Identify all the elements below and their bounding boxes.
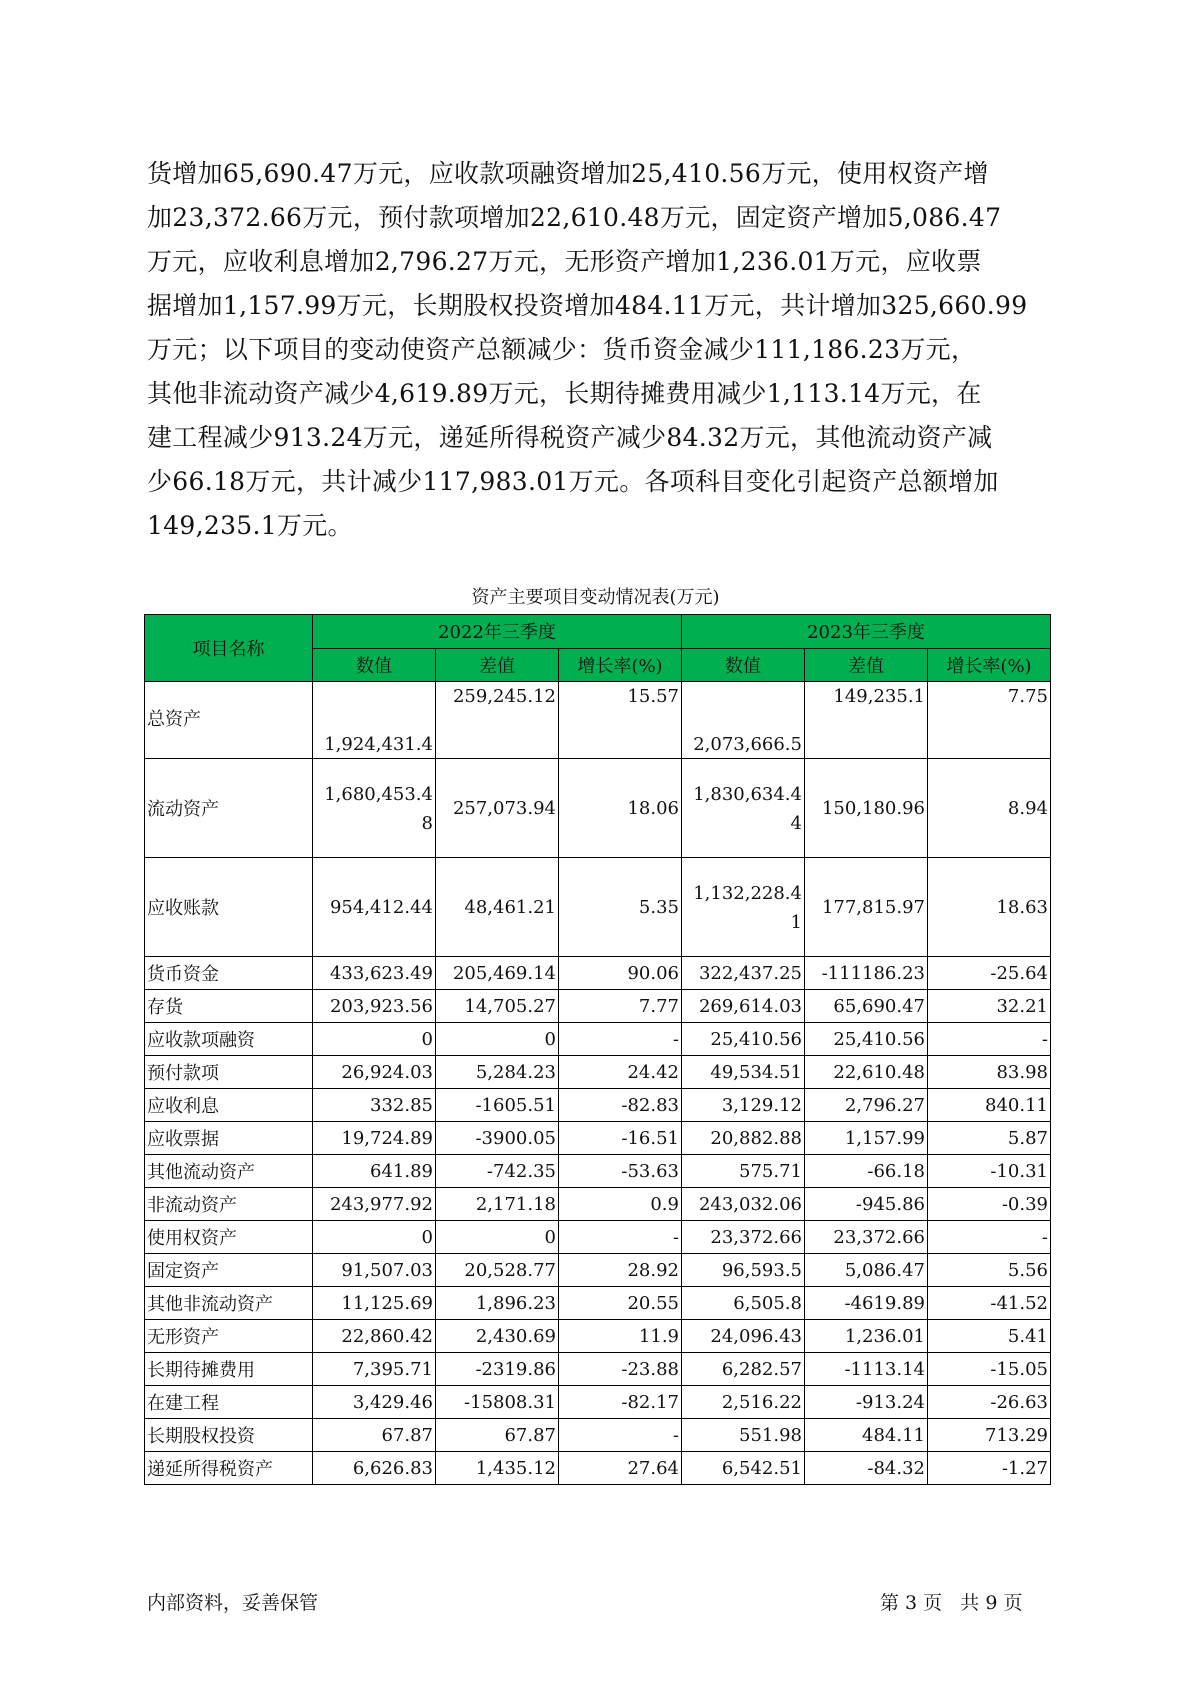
cell-rate-2023: -0.39: [928, 1188, 1051, 1221]
cell-rate-2022: 18.06: [559, 759, 682, 858]
cell-value-2023: 243,032.06: [682, 1188, 805, 1221]
row-name: 使用权资产: [145, 1221, 313, 1254]
cell-rate-2023: 18.63: [928, 858, 1051, 957]
cell-rate-2022: 27.64: [559, 1452, 682, 1485]
cell-rate-2022: 11.9: [559, 1320, 682, 1353]
table-row: [145, 957, 1051, 990]
cell-diff-2022: 1,435.12: [436, 1452, 559, 1485]
row-name: 应收款项融资: [145, 1023, 313, 1056]
table-row: [145, 1188, 1051, 1221]
diff-header: 差值: [805, 648, 928, 682]
row-name: 其他非流动资产: [145, 1287, 313, 1320]
cell-diff-2022: -2319.86: [436, 1353, 559, 1386]
paragraph-line: 货增加65,690.47万元，应收款项融资增加25,410.56万元，使用权资产增: [147, 159, 989, 188]
cell-rate-2023: 83.98: [928, 1056, 1051, 1089]
row-name: 应收票据: [145, 1122, 313, 1155]
table-row: [145, 1254, 1051, 1287]
cell-value-2023: 6,282.57: [682, 1353, 805, 1386]
cell-diff-2022: 0: [436, 1221, 559, 1254]
row-name: 固定资产: [145, 1254, 313, 1287]
paragraph-line: 加23,372.66万元，预付款项增加22,610.48万元，固定资产增加5,086.47: [147, 203, 1002, 232]
table-row: [145, 1056, 1051, 1089]
cell-rate-2023: 713.29: [928, 1419, 1051, 1452]
cell-rate-2023: 5.56: [928, 1254, 1051, 1287]
cell-diff-2023: 150,180.96: [805, 759, 928, 858]
table-row: [145, 1122, 1051, 1155]
paragraph-line: 万元，应收利息增加2,796.27万元，无形资产增加1,236.01万元，应收票: [147, 247, 982, 276]
cell-rate-2022: 24.42: [559, 1056, 682, 1089]
table-row: [145, 1221, 1051, 1254]
cell-diff-2023: 484.11: [805, 1419, 928, 1452]
cell-value-2022: 243,977.92: [313, 1188, 436, 1221]
cell-diff-2022: 259,245.12: [436, 682, 559, 759]
cell-rate-2022: -82.17: [559, 1386, 682, 1419]
cell-value-2022: 3,429.46: [313, 1386, 436, 1419]
cell-diff-2023: -4619.89: [805, 1287, 928, 1320]
row-name: 存货: [145, 990, 313, 1023]
cell-rate-2023: 5.87: [928, 1122, 1051, 1155]
row-name: 应收利息: [145, 1089, 313, 1122]
cell-rate-2022: -16.51: [559, 1122, 682, 1155]
cell-value-2023: 20,882.88: [682, 1122, 805, 1155]
table-row: [145, 759, 1051, 858]
cell-rate-2022: -23.88: [559, 1353, 682, 1386]
cell-value-2022: 19,724.89: [313, 1122, 436, 1155]
paragraph-line: 建工程减少913.24万元，递延所得税资产减少84.32万元，其他流动资产减: [147, 423, 993, 452]
cell-rate-2022: 5.35: [559, 858, 682, 957]
cell-diff-2022: 1,896.23: [436, 1287, 559, 1320]
cell-diff-2023: -66.18: [805, 1155, 928, 1188]
cell-rate-2022: -: [559, 1023, 682, 1056]
row-name: 预付款项: [145, 1056, 313, 1089]
value-header: 数值: [682, 648, 805, 682]
table-row: [145, 990, 1051, 1023]
body-paragraph: [147, 152, 1052, 548]
row-name: 递延所得税资产: [145, 1452, 313, 1485]
cell-diff-2023: -111186.23: [805, 957, 928, 990]
cell-value-2023: 1,830,634.44: [682, 759, 805, 858]
cell-value-2023: 96,593.5: [682, 1254, 805, 1287]
cell-diff-2023: 25,410.56: [805, 1023, 928, 1056]
cell-diff-2023: 2,796.27: [805, 1089, 928, 1122]
cell-value-2022: 7,395.71: [313, 1353, 436, 1386]
cell-diff-2023: 23,372.66: [805, 1221, 928, 1254]
cell-diff-2023: 22,610.48: [805, 1056, 928, 1089]
cell-value-2023: 322,437.25: [682, 957, 805, 990]
table-row: [145, 1089, 1051, 1122]
cell-rate-2023: 5.41: [928, 1320, 1051, 1353]
rate-header: 增长率(%): [559, 648, 682, 682]
cell-rate-2023: -: [928, 1221, 1051, 1254]
table-row: [145, 1353, 1051, 1386]
paragraph-line: 其他非流动资产减少4,619.89万元，长期待摊费用减少1,113.14万元，在: [147, 379, 982, 408]
cell-rate-2022: -82.83: [559, 1089, 682, 1122]
paragraph-line: 据增加1,157.99万元，长期股权投资增加484.11万元，共计增加325,660.99: [147, 291, 1028, 320]
item-name-header: 项目名称: [145, 615, 313, 682]
cell-value-2023: 2,073,666.5: [682, 682, 805, 759]
cell-value-2023: 23,372.66: [682, 1221, 805, 1254]
total-pages-label: 共 9 页: [960, 1592, 1023, 1614]
value-header: 数值: [313, 648, 436, 682]
cell-diff-2023: 65,690.47: [805, 990, 928, 1023]
cell-value-2022: 1,680,453.48: [313, 759, 436, 858]
cell-diff-2022: 48,461.21: [436, 858, 559, 957]
cell-value-2023: 6,505.8: [682, 1287, 805, 1320]
cell-diff-2023: 177,815.97: [805, 858, 928, 957]
row-name: 无形资产: [145, 1320, 313, 1353]
row-name: 流动资产: [145, 759, 313, 858]
cell-value-2023: 2,516.22: [682, 1386, 805, 1419]
cell-diff-2023: -913.24: [805, 1386, 928, 1419]
cell-diff-2023: 1,236.01: [805, 1320, 928, 1353]
table-row: [145, 1452, 1051, 1485]
row-name: 长期待摊费用: [145, 1353, 313, 1386]
cell-value-2022: 433,623.49: [313, 957, 436, 990]
cell-rate-2022: 20.55: [559, 1287, 682, 1320]
diff-header: 差值: [436, 648, 559, 682]
table-row: [145, 682, 1051, 759]
cell-value-2022: 67.87: [313, 1419, 436, 1452]
cell-value-2023: 6,542.51: [682, 1452, 805, 1485]
cell-diff-2022: 5,284.23: [436, 1056, 559, 1089]
period-2023-header: 2023年三季度: [682, 615, 1051, 649]
cell-diff-2022: -742.35: [436, 1155, 559, 1188]
footer-confidential-note: 内部资料，妥善保管: [147, 1592, 319, 1614]
cell-value-2022: 954,412.44: [313, 858, 436, 957]
footer-page-number: [880, 1588, 1022, 1615]
table-row: [145, 858, 1051, 957]
cell-rate-2023: -: [928, 1023, 1051, 1056]
cell-value-2022: 22,860.42: [313, 1320, 436, 1353]
cell-diff-2022: 14,705.27: [436, 990, 559, 1023]
cell-value-2022: 1,924,431.4: [313, 682, 436, 759]
cell-value-2023: 269,614.03: [682, 990, 805, 1023]
cell-diff-2023: 5,086.47: [805, 1254, 928, 1287]
cell-rate-2022: 7.77: [559, 990, 682, 1023]
cell-value-2022: 6,626.83: [313, 1452, 436, 1485]
table-caption: 资产主要项目变动情况表(万元): [471, 587, 720, 608]
cell-diff-2022: 67.87: [436, 1419, 559, 1452]
cell-rate-2023: -15.05: [928, 1353, 1051, 1386]
paragraph-line: 149,235.1万元。: [147, 511, 353, 540]
cell-value-2023: 3,129.12: [682, 1089, 805, 1122]
row-name: 货币资金: [145, 957, 313, 990]
table-row: [145, 1320, 1051, 1353]
cell-value-2022: 0: [313, 1023, 436, 1056]
table-row: [145, 1386, 1051, 1419]
cell-value-2022: 26,924.03: [313, 1056, 436, 1089]
cell-rate-2022: -: [559, 1221, 682, 1254]
cell-diff-2023: -84.32: [805, 1452, 928, 1485]
cell-diff-2022: -1605.51: [436, 1089, 559, 1122]
cell-diff-2023: -1113.14: [805, 1353, 928, 1386]
row-name: 应收账款: [145, 858, 313, 957]
table-row: [145, 1023, 1051, 1056]
cell-rate-2023: -1.27: [928, 1452, 1051, 1485]
row-name: 在建工程: [145, 1386, 313, 1419]
period-2022-header: 2022年三季度: [313, 615, 682, 649]
cell-rate-2022: 0.9: [559, 1188, 682, 1221]
cell-rate-2023: -10.31: [928, 1155, 1051, 1188]
cell-value-2022: 91,507.03: [313, 1254, 436, 1287]
asset-change-table: [144, 614, 1051, 1485]
cell-diff-2022: 2,171.18: [436, 1188, 559, 1221]
cell-rate-2022: -: [559, 1419, 682, 1452]
cell-value-2023: 1,132,228.41: [682, 858, 805, 957]
cell-diff-2022: -15808.31: [436, 1386, 559, 1419]
cell-diff-2023: 1,157.99: [805, 1122, 928, 1155]
cell-value-2023: 49,534.51: [682, 1056, 805, 1089]
cell-diff-2023: -945.86: [805, 1188, 928, 1221]
cell-rate-2022: -53.63: [559, 1155, 682, 1188]
cell-rate-2023: 840.11: [928, 1089, 1051, 1122]
cell-value-2022: 203,923.56: [313, 990, 436, 1023]
cell-diff-2022: 205,469.14: [436, 957, 559, 990]
table-row: [145, 1287, 1051, 1320]
paragraph-line: 万元；以下项目的变动使资产总额减少：货币资金减少111,186.23万元，: [147, 335, 977, 364]
cell-diff-2022: 0: [436, 1023, 559, 1056]
paragraph-line: 少66.18万元，共计减少117,983.01万元。各项科目变化引起资产总额增加: [147, 467, 999, 496]
cell-value-2022: 641.89: [313, 1155, 436, 1188]
cell-value-2022: 0: [313, 1221, 436, 1254]
cell-value-2023: 575.71: [682, 1155, 805, 1188]
cell-value-2022: 332.85: [313, 1089, 436, 1122]
cell-diff-2022: 20,528.77: [436, 1254, 559, 1287]
cell-rate-2022: 15.57: [559, 682, 682, 759]
cell-diff-2022: 257,073.94: [436, 759, 559, 858]
cell-value-2022: 11,125.69: [313, 1287, 436, 1320]
cell-diff-2022: 2,430.69: [436, 1320, 559, 1353]
cell-diff-2023: 149,235.1: [805, 682, 928, 759]
page-label: 第 3 页: [880, 1592, 943, 1614]
row-name: 非流动资产: [145, 1188, 313, 1221]
cell-rate-2023: -41.52: [928, 1287, 1051, 1320]
cell-rate-2022: 90.06: [559, 957, 682, 990]
row-name: 长期股权投资: [145, 1419, 313, 1452]
cell-rate-2023: -26.63: [928, 1386, 1051, 1419]
row-name: 其他流动资产: [145, 1155, 313, 1188]
rate-header: 增长率(%): [928, 648, 1051, 682]
cell-value-2023: 25,410.56: [682, 1023, 805, 1056]
row-name: 总资产: [145, 682, 313, 759]
cell-value-2023: 551.98: [682, 1419, 805, 1452]
cell-rate-2022: 28.92: [559, 1254, 682, 1287]
table-row: [145, 1155, 1051, 1188]
cell-rate-2023: -25.64: [928, 957, 1051, 990]
cell-diff-2022: -3900.05: [436, 1122, 559, 1155]
cell-value-2023: 24,096.43: [682, 1320, 805, 1353]
table-row: [145, 1419, 1051, 1452]
cell-rate-2023: 8.94: [928, 759, 1051, 858]
cell-rate-2023: 32.21: [928, 990, 1051, 1023]
cell-rate-2023: 7.75: [928, 682, 1051, 759]
